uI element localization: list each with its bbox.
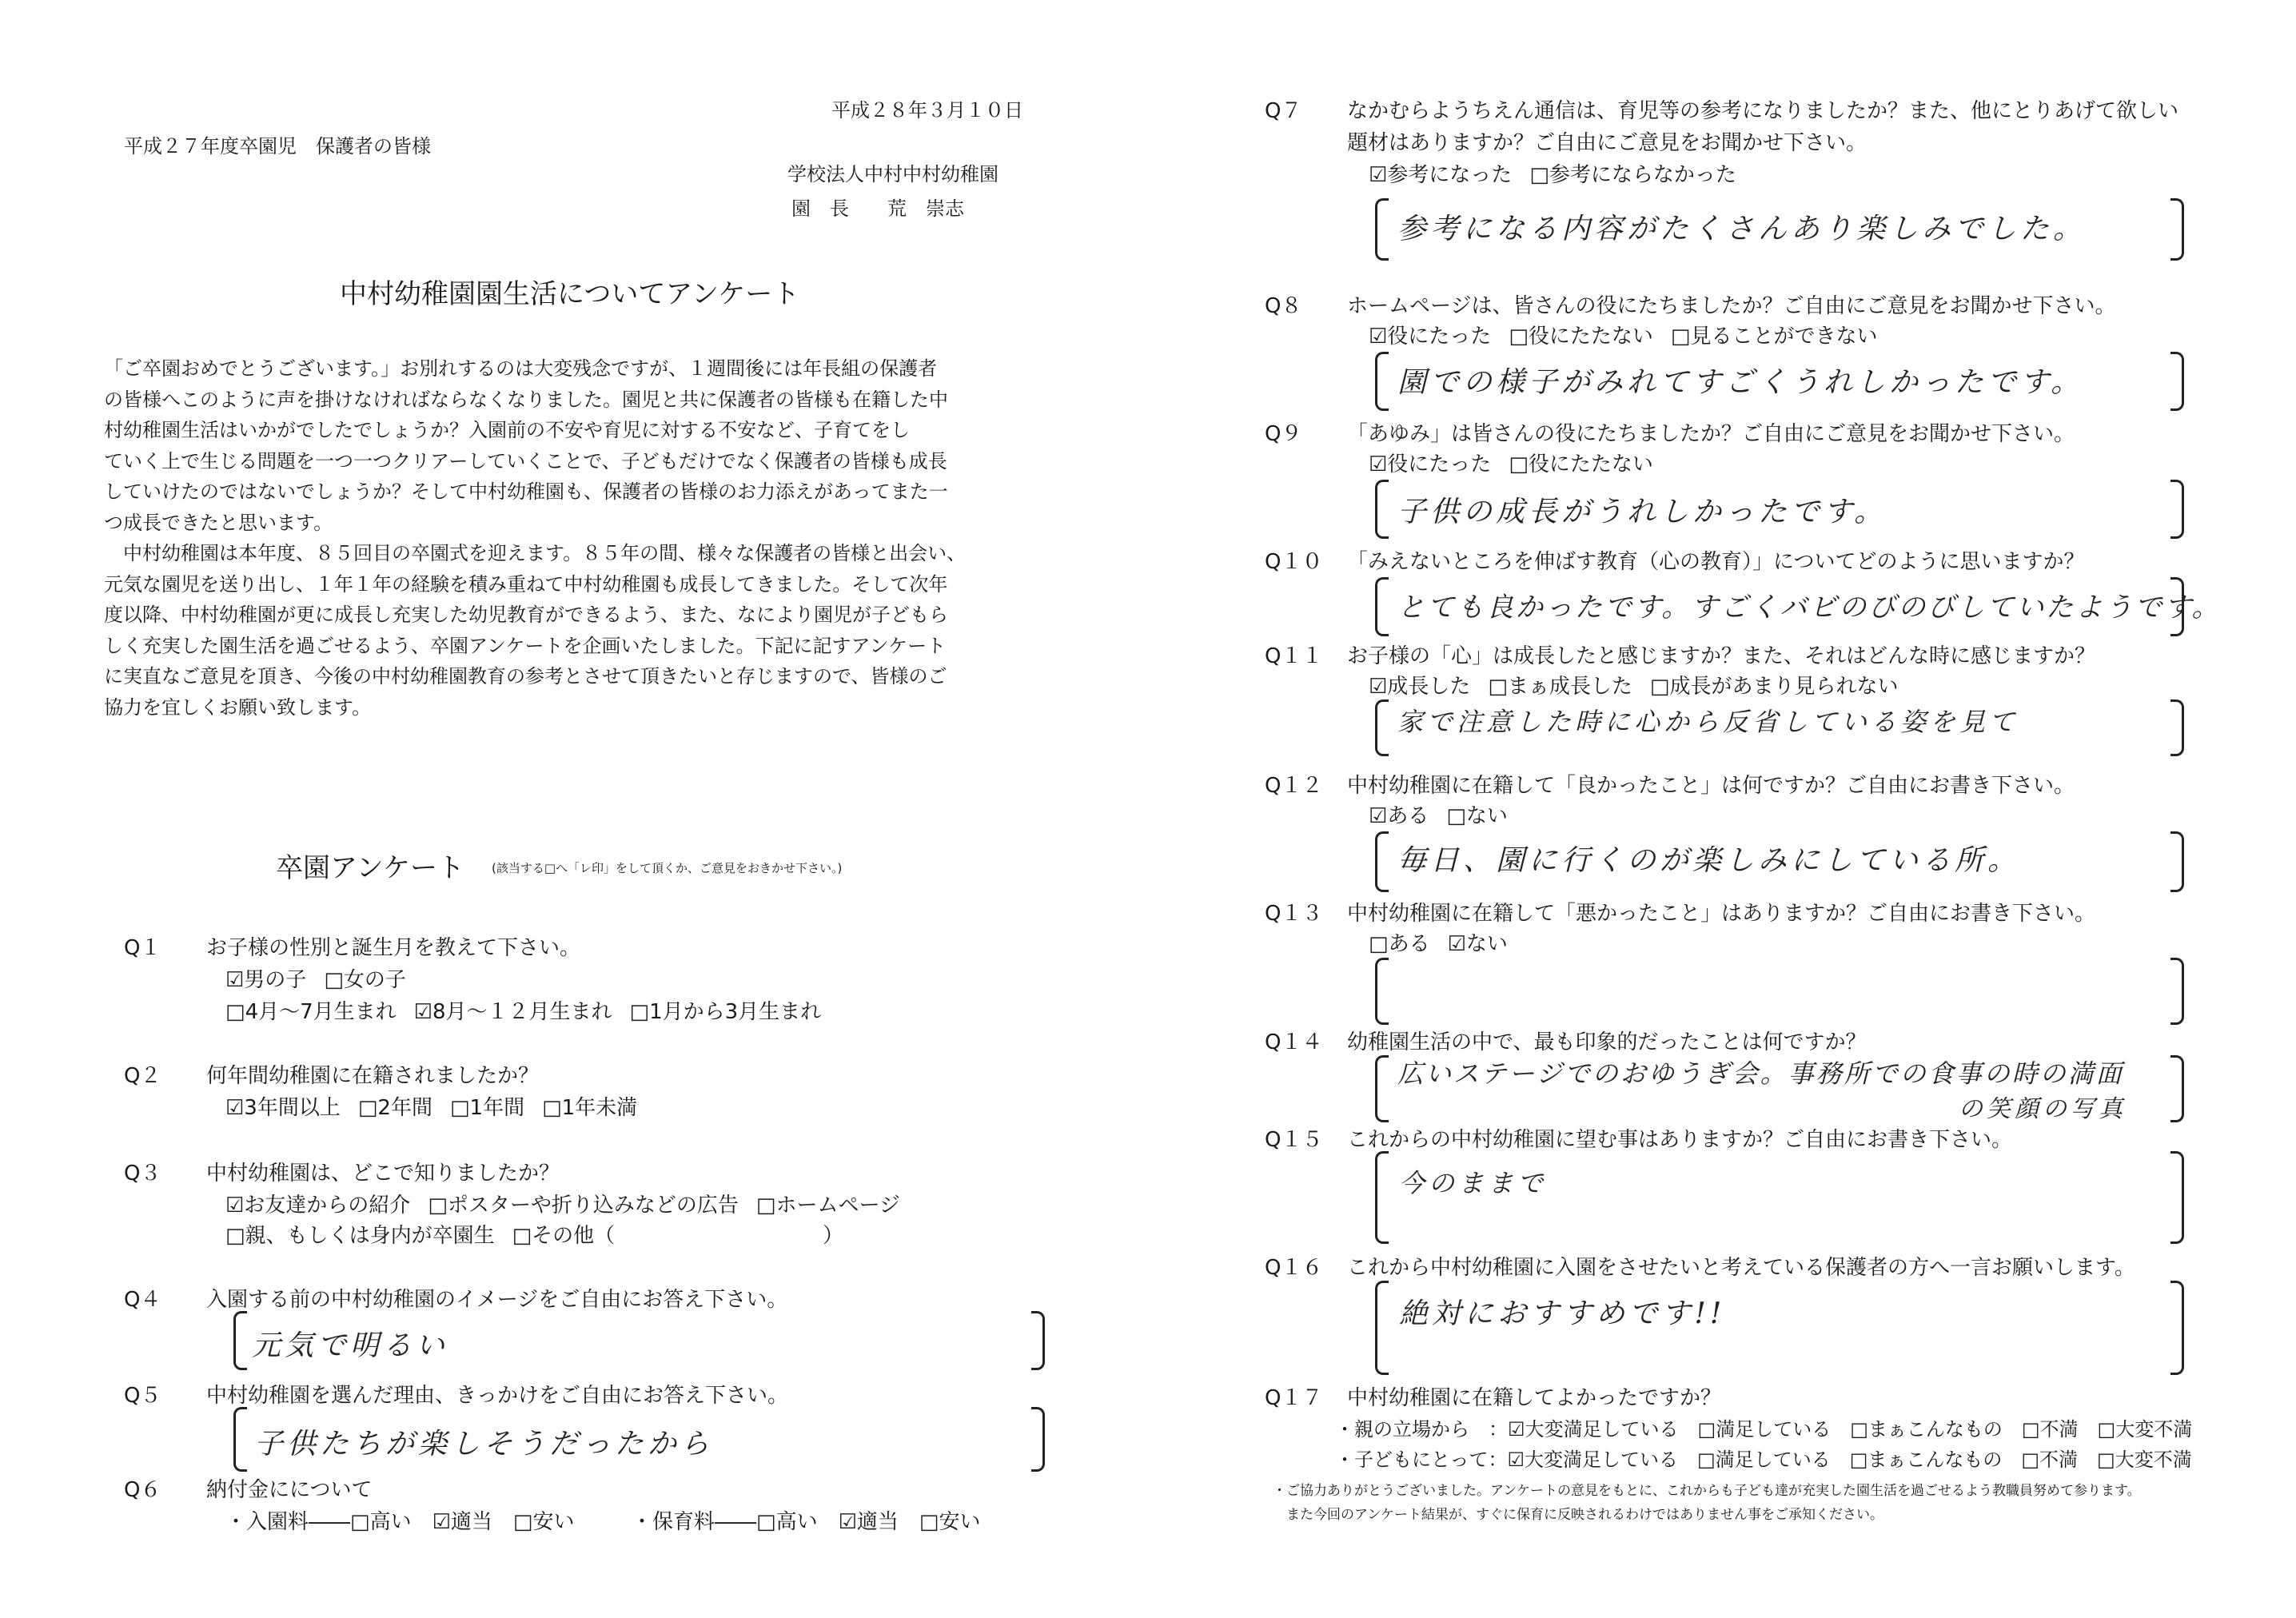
footer-note: また今回のアンケート結果が、すぐに保育に反映されるわけではありません事をご承知ください。 bbox=[1273, 1507, 1883, 1523]
q9-text: 「あゆみ」は皆さんの役にたちましたか？ご自由にご意見をお聞かせ下さい。 bbox=[1347, 422, 2075, 446]
q10-bracket-right bbox=[2170, 577, 2184, 636]
q9-bracket-left bbox=[1375, 480, 1389, 539]
q4-number: Q４ bbox=[124, 1288, 161, 1312]
intro-line: つ成長できたと思います。 bbox=[104, 511, 333, 534]
q9-option[interactable]: □役にたたない bbox=[1509, 452, 1653, 476]
q15-bracket-right bbox=[2170, 1151, 2184, 1244]
intro-line: 村幼稚園生活はいかがでしたでしょうか？入園前の不安や育児に対する不安など、子育てをし bbox=[104, 419, 910, 441]
q17-child-row[interactable]: ・子どもにとって：☑大変満足している □満足している □まぁこんなもの □不満 □大変不満 bbox=[1335, 1449, 2192, 1471]
intro-paragraph bbox=[104, 353, 1043, 723]
q11-option[interactable]: □成長があまり見られない bbox=[1649, 675, 1899, 699]
q7-text: 題材はありますか？ご自由にご意見をお聞かせ下さい。 bbox=[1347, 131, 1867, 155]
q10-answer[interactable]: とても良かったです。すごくバビのびのびしていたようです。 bbox=[1397, 592, 2222, 624]
q13-option[interactable]: ☑ない bbox=[1447, 932, 1508, 956]
q12-text: 中村幼稚園に在籍して「良かったこと」は何ですか？ご自由にお書き下さい。 bbox=[1347, 774, 2075, 798]
q1-option[interactable]: □1月から3月生まれ bbox=[629, 1000, 822, 1024]
q6-tuition-fee[interactable]: ・保育料――□高い ☑適当 □安い bbox=[632, 1510, 981, 1534]
q9-answer[interactable]: 子供の成長がうれしかったです。 bbox=[1397, 496, 1887, 528]
q8-number: Q８ bbox=[1265, 294, 1302, 318]
q7-answer[interactable]: 参考になる内容がたくさんあり楽しみでした。 bbox=[1397, 213, 2087, 245]
q6-number: Q６ bbox=[124, 1478, 161, 1502]
q2-options bbox=[225, 1091, 655, 1121]
q2-number: Q２ bbox=[124, 1064, 161, 1088]
q13-options bbox=[1369, 927, 1525, 957]
q8-answer[interactable]: 園での様子がみれてすごくうれしかったです。 bbox=[1397, 366, 2084, 399]
intro-line: しく充実した園生活を過ごせるよう、卒園アンケートを企画いたしました。下記に記すアンケート bbox=[104, 634, 947, 657]
q2-text: 何年間幼稚園に在籍されましたか？ bbox=[206, 1064, 540, 1088]
q8-option[interactable]: □役にたたない bbox=[1509, 325, 1653, 349]
intro-line: 協力を宜しくお願い致します。 bbox=[104, 695, 372, 719]
q7-bracket-left bbox=[1375, 198, 1389, 261]
survey-title: 卒園アンケート bbox=[276, 852, 464, 884]
q12-options bbox=[1369, 799, 1525, 829]
q6-entrance-fee[interactable]: ・入園料――□高い ☑適当 □安い bbox=[225, 1510, 575, 1534]
q10-number: Q１０ bbox=[1265, 550, 1323, 574]
q12-number: Q１２ bbox=[1265, 774, 1323, 798]
q16-text: これから中村幼稚園に入園をさせたいと考えている保護者の方へ一言お願いします。 bbox=[1347, 1256, 2135, 1280]
q7-option[interactable]: □参考にならなかった bbox=[1529, 163, 1736, 187]
q5-bracket-right bbox=[1031, 1407, 1045, 1472]
q1-option[interactable]: ☑男の子 bbox=[225, 968, 307, 992]
footer-note: ・ご協力ありがとうございました。アンケートの意見をもとに、これからも子ども達が充実した園生活を過ごせるよう教職員努めて参ります。 bbox=[1273, 1483, 2141, 1499]
q4-bracket-right bbox=[1031, 1311, 1045, 1370]
q11-answer[interactable]: 家で注意した時に心から反省している姿を見て bbox=[1397, 707, 2019, 737]
q7-option[interactable]: ☑参考になった bbox=[1369, 163, 1513, 187]
q14-text: 幼稚園生活の中で、最も印象的だったことは何ですか？ bbox=[1347, 1030, 1867, 1054]
q1-options-gender bbox=[225, 963, 424, 993]
q13-bracket-right bbox=[2170, 958, 2184, 1025]
survey-note: (該当する□へ「レ印」をして頂くか、ご意見をおきかせ下さい。) bbox=[492, 861, 843, 875]
q7-bracket-right bbox=[2170, 198, 2184, 261]
q16-answer[interactable]: 絶対におすすめです!! bbox=[1399, 1297, 1726, 1330]
q13-number: Q１３ bbox=[1265, 902, 1323, 926]
q4-text: 入園する前の中村幼稚園のイメージをご自由にお答え下さい。 bbox=[206, 1288, 788, 1312]
q11-number: Q１１ bbox=[1265, 644, 1323, 668]
q4-bracket-left bbox=[233, 1311, 247, 1370]
q15-number: Q１５ bbox=[1265, 1128, 1323, 1152]
q8-bracket-right bbox=[2170, 352, 2184, 411]
q5-bracket-left bbox=[233, 1407, 247, 1472]
q12-option[interactable]: ☑ある bbox=[1369, 804, 1429, 828]
principal: 園 長 荒 崇志 bbox=[791, 197, 964, 220]
intro-line: していけたのではないでしょうか？そして中村幼稚園も、保護者の皆様のお力添えがあってまた一 bbox=[104, 480, 948, 503]
q1-options-month bbox=[225, 995, 839, 1025]
q14-answer-line2[interactable]: の笑顔の写真 bbox=[1959, 1095, 2127, 1123]
q1-option[interactable]: □4月～7月生まれ bbox=[225, 1000, 397, 1024]
q5-answer[interactable]: 子供たちが楽しそうだったから bbox=[254, 1428, 714, 1461]
q3-option[interactable]: □その他（ ） bbox=[512, 1224, 844, 1248]
q9-option[interactable]: ☑役にたった bbox=[1369, 452, 1492, 476]
q3-option[interactable]: □ポスターや折り込みなどの広告 bbox=[428, 1194, 739, 1217]
q11-bracket-left bbox=[1375, 699, 1389, 756]
intro-line: に実直なご意見を頂き、今後の中村幼稚園教育の参考とさせて頂きたいと存じますので、皆様のご bbox=[104, 665, 947, 687]
q17-parent-row[interactable]: ・親の立場から ：☑大変満足している □満足している □まぁこんなもの □不満 □大変不満 bbox=[1335, 1418, 2193, 1441]
q12-bracket-left bbox=[1375, 831, 1389, 892]
q12-bracket-right bbox=[2170, 831, 2184, 892]
q2-option[interactable]: □1年未満 bbox=[542, 1096, 638, 1120]
q1-option[interactable]: ☑8月～１２月生まれ bbox=[413, 1000, 612, 1024]
q3-options-row1 bbox=[225, 1189, 918, 1218]
q3-option[interactable]: □親、もしくは身内が卒園生 bbox=[225, 1224, 495, 1248]
q2-option[interactable]: □1年間 bbox=[449, 1096, 525, 1120]
q14-answer[interactable]: 広いステージでのおゆうぎ会。事務所での食事の時の満面 bbox=[1397, 1058, 2124, 1089]
intro-line: の皆様へこのように声を掛けなければならなくなりました。園児と共に保護者の皆様も在籍した中 bbox=[104, 388, 948, 411]
q11-bracket-right bbox=[2170, 699, 2184, 756]
q4-answer[interactable]: 元気で明るい bbox=[252, 1329, 449, 1362]
q8-bracket-left bbox=[1375, 352, 1389, 411]
q11-option[interactable]: □まぁ成長した bbox=[1488, 675, 1632, 699]
q16-bracket-right bbox=[2170, 1281, 2184, 1375]
q13-option[interactable]: □ある bbox=[1369, 932, 1430, 956]
q7-text: なかむらようちえん通信は、育児等の参考になりましたか？また、他にとりあげて欲しい bbox=[1347, 99, 2179, 123]
q3-options-row2 bbox=[225, 1219, 861, 1249]
q2-option[interactable]: □2年間 bbox=[357, 1096, 432, 1120]
q5-text: 中村幼稚園を選んだ理由、きっかけをご自由にお答え下さい。 bbox=[206, 1384, 789, 1408]
q12-answer[interactable]: 毎日、園に行くのが楽しみにしている所。 bbox=[1397, 844, 2021, 877]
q14-bracket-left bbox=[1375, 1055, 1389, 1122]
q10-bracket-left bbox=[1375, 577, 1389, 636]
q3-text: 中村幼稚園は、どこで知りましたか？ bbox=[206, 1162, 560, 1186]
q6-text: 納付金にについて bbox=[206, 1478, 373, 1502]
q7-number: Q７ bbox=[1265, 99, 1302, 123]
intro-line: 元気な園児を送り出し、１年１年の経験を積み重ねて中村幼稚園も成長してきました。そして次年 bbox=[104, 572, 948, 596]
addressee: 平成２７年度卒園児 保護者の皆様 bbox=[124, 135, 431, 157]
q8-option[interactable]: ☑役にたった bbox=[1369, 325, 1492, 349]
q2-option[interactable]: ☑3年間以上 bbox=[225, 1096, 341, 1120]
q15-text: これからの中村幼稚園に望む事はありますか？ご自由にお書き下さい。 bbox=[1347, 1128, 2013, 1152]
intro-line: ていく上で生じる問題を一つ一つクリアーしていくことで、子どもだけでなく保護者の皆様も成長 bbox=[104, 449, 947, 472]
q3-option[interactable]: □ホームページ bbox=[755, 1194, 900, 1217]
q9-bracket-right bbox=[2170, 480, 2184, 539]
q12-option[interactable]: □ない bbox=[1446, 804, 1508, 828]
document-date: 平成２８年３月１０日 bbox=[831, 99, 1023, 122]
q11-option[interactable]: ☑成長した bbox=[1369, 675, 1471, 699]
q11-text: お子様の「心」は成長したと感じますか？また、それはどんな時に感じますか？ bbox=[1347, 644, 2096, 668]
q11-options bbox=[1369, 670, 1915, 699]
q8-options bbox=[1369, 320, 1895, 349]
q7-options bbox=[1369, 158, 1754, 188]
q13-bracket-left bbox=[1375, 958, 1389, 1025]
q13-text: 中村幼稚園に在籍して「悪かったこと」はありますか？ご自由にお書き下さい。 bbox=[1347, 902, 2096, 926]
q8-text: ホームページは、皆さんの役にたちましたか？ご自由にご意見をお聞かせ下さい。 bbox=[1347, 294, 2116, 318]
q15-answer[interactable]: 今のままで bbox=[1399, 1168, 1548, 1198]
q14-number: Q１４ bbox=[1265, 1030, 1323, 1054]
q8-option[interactable]: □見ることができない bbox=[1670, 325, 1878, 349]
q14-bracket-right bbox=[2170, 1055, 2184, 1122]
q17-text: 中村幼稚園に在籍してよかったですか？ bbox=[1347, 1386, 1722, 1410]
q9-options bbox=[1369, 448, 1671, 477]
q1-number: Q１ bbox=[124, 936, 161, 960]
q16-bracket-left bbox=[1375, 1281, 1389, 1375]
q10-text: 「みえないところを伸ばす教育（心の教育）」についてどのように思いますか？ bbox=[1347, 550, 2085, 574]
page-title: 中村幼稚園園生活についてアンケート bbox=[340, 278, 800, 310]
q3-number: Q３ bbox=[124, 1162, 161, 1186]
q15-bracket-left bbox=[1375, 1151, 1389, 1244]
q9-number: Q９ bbox=[1265, 422, 1302, 446]
q1-option[interactable]: □女の子 bbox=[324, 968, 406, 992]
organization: 学校法人中村中村幼稚園 bbox=[787, 163, 999, 185]
q17-number: Q１７ bbox=[1265, 1386, 1323, 1410]
intro-line: 「ご卒園おめでとうございます。」お別れするのは大変残念ですが、１週間後には年長組の保護者 bbox=[104, 357, 938, 380]
q5-number: Q５ bbox=[124, 1384, 161, 1408]
q16-number: Q１６ bbox=[1265, 1256, 1323, 1280]
q1-text: お子様の性別と誕生月を教えて下さい。 bbox=[206, 936, 581, 960]
q3-option[interactable]: ☑お友達からの紹介 bbox=[225, 1194, 411, 1217]
intro-line: 度以降、中村幼稚園が更に成長し充実した幼児教育ができるよう、また、なにより園児が子どもら bbox=[104, 604, 948, 626]
intro-line: 中村幼稚園は本年度、８５回目の卒園式を迎えます。８５年の間、様々な保護者の皆様と出会い、 bbox=[104, 542, 967, 564]
